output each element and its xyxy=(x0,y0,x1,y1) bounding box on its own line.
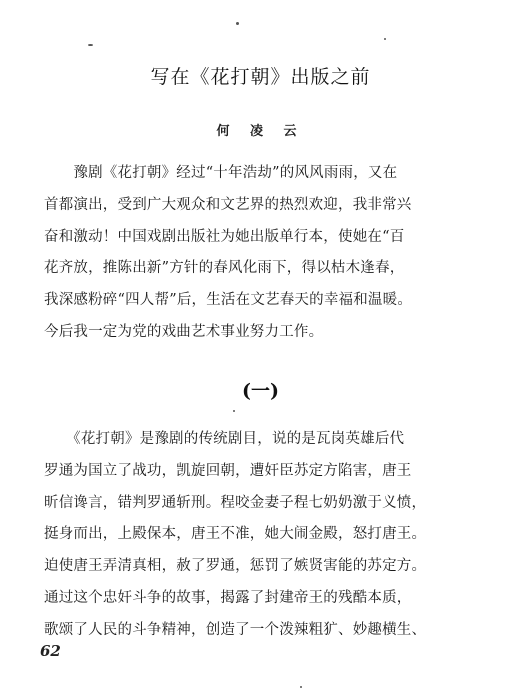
paragraph-intro xyxy=(44,158,476,349)
section-heading: (一) xyxy=(242,380,279,402)
text-line: 通过这个忠奸斗争的故事，揭露了封建帝王的残酷本质， xyxy=(44,589,412,606)
text-line: 挺身而出，上殿保本，唐王不准，她大闹金殿，怒打唐王。 xyxy=(44,526,427,543)
text-line: 首都演出，受到广大观众和文艺界的热烈欢迎，我非常兴 xyxy=(44,196,412,213)
text-line: 我深感粉碎“四人帮”后，生活在文艺春天的幸福和温暖。 xyxy=(44,292,413,309)
text-line: 奋和激动！中国戏剧出版社为她出版单行本，使她在“百 xyxy=(44,228,405,245)
page-title: 写在《花打朝》出版之前 xyxy=(150,66,371,88)
scan-speck xyxy=(300,686,302,688)
text-line: 豫剧《花打朝》经过“十年浩劫”的风风雨雨，又在 xyxy=(44,165,398,181)
text-line: 昕信谗言，错判罗通斩刑。程咬金妻子程七奶奶激于义愤， xyxy=(44,494,427,511)
scan-speck xyxy=(236,22,239,25)
text-line: 歌颂了人民的斗争精神，创造了一个泼辣粗犷、妙趣横生、 xyxy=(44,621,427,638)
text-line: 今后我一定为党的戏曲艺术事业努力工作。 xyxy=(44,323,324,340)
scan-speck xyxy=(384,38,386,40)
author-name: 何 凌 云 xyxy=(216,124,305,139)
text-line: 《花打朝》是豫剧的传统剧目，说的是瓦岗英雄后代 xyxy=(44,431,405,447)
text-line: 罗通为国立了战功，凯旋回朝，遭奸臣苏定方陷害，唐王 xyxy=(44,462,412,479)
scan-speck xyxy=(88,44,93,46)
paragraph-section-one xyxy=(44,424,476,647)
page-number: 62 xyxy=(40,642,61,660)
scan-speck xyxy=(233,410,235,412)
text-line: 迫使唐王弄清真相，赦了罗通，惩罚了嫉贤害能的苏定方。 xyxy=(44,558,427,575)
text-line: 花齐放，推陈出新”方针的春风化雨下，得以枯木逢春， xyxy=(44,260,405,277)
